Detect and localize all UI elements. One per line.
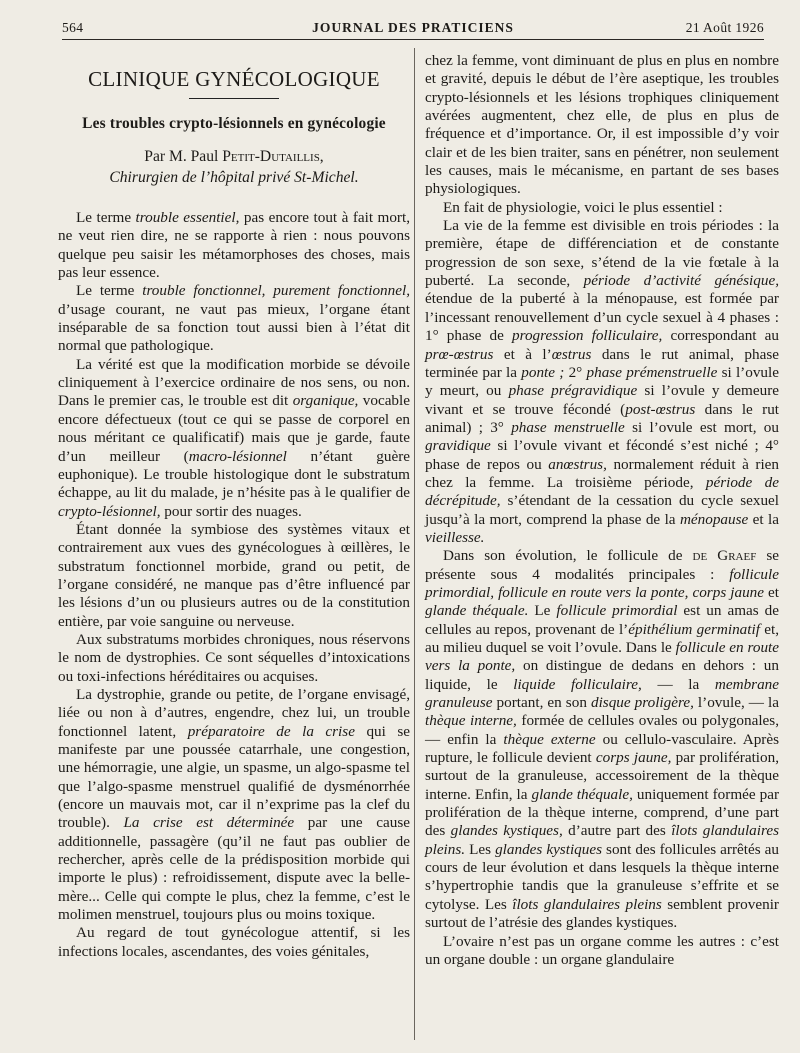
text-run: post-œstrus	[625, 400, 696, 418]
text-run: Le terme	[76, 282, 143, 300]
text-run: vocable encore défectueux (tout ce qui se passe de corporel en nous méritant ce qualificatif) mais que je garde, faute d’un meilleur (	[58, 392, 410, 465]
paragraph	[425, 199, 779, 217]
paragraph	[425, 933, 779, 970]
paragraph	[58, 924, 410, 961]
title-rule	[189, 98, 279, 99]
text-run: de Graef	[692, 547, 757, 565]
left-column	[58, 52, 410, 961]
text-run: normalement réduit à rien chez la femme. La troisième période,	[425, 455, 780, 491]
text-run: 2°	[564, 363, 587, 381]
text-run: glande théquale,	[531, 785, 633, 803]
text-run: dans le rut animal) ; 3°	[425, 400, 780, 436]
text-run: phase prémenstruelle	[586, 363, 718, 381]
text-run: et	[764, 583, 779, 601]
text-run: Le	[528, 602, 557, 620]
text-run: ménopause	[679, 510, 749, 528]
text-run: est un amas de cellules au repos, provenant de l’	[425, 602, 779, 638]
text-run: organique,	[292, 392, 359, 410]
text-run: par une cause additionnelle, passagère (qu’il ne faut pas oublier de rechercher, après celle de la prédisposition morbide qui importe le plus) : refroidissement, dispute avec la belle-mère... Celle qui compte le plus, chez la femme, c’est le molimen menstruel, toujours plus ou moins toxique.	[58, 814, 410, 924]
text-run: — la	[641, 675, 715, 693]
text-run: liquide folliculaire,	[513, 675, 642, 693]
right-column	[425, 52, 779, 969]
text-run: on distingue de dedans en dehors : un liquide, le	[425, 657, 779, 693]
text-run: follicule primordial, follicule en route vers la ponte, corps jaune	[425, 565, 779, 601]
text-run: îlots glandulaires pleins.	[425, 822, 779, 858]
page-number: 564	[62, 20, 84, 35]
text-run: Étant donnée la symbiose des systèmes vitaux et contrairement aux vues des gynécologues à œillères, le substratum fonctionnel morbide, grand ou petit, de l’organe considéré, ne manque pas d’être influencé par les lésions d’un ou plusieurs autres ou de la constitution entière, par voie sanguine ou nerveuse.	[58, 520, 410, 630]
journal-title: JOURNAL DES PRATICIENS	[312, 20, 514, 35]
text-run: trouble essentiel,	[135, 209, 240, 227]
text-run: L’ovaire n’est pas un organe comme les autres : c’est un organe double : un organe glandulaire	[425, 932, 779, 968]
header-rule	[62, 39, 764, 40]
text-run: Au regard de tout gynécologue attentif, si les infections locales, ascendantes, des voies génitales,	[58, 924, 410, 960]
text-run: si l’ovule y demeure vivant et se trouve fécondé (	[425, 382, 779, 418]
text-run: phase menstruelle	[511, 418, 625, 436]
text-run: sont des follicules arrêtés au cours de leur évolution et dans lesquels la thèque interne s’hypertrophie tandis que la granuleuse s’effrite et se cytolyse. Les	[425, 840, 780, 913]
paragraph	[425, 547, 779, 932]
text-run: étendue de la puberté à la ménopause, est formée par l’incessant renouvellement d’un cycle sexuel à 4 phases : 1° phase de	[425, 290, 779, 345]
byline	[58, 148, 410, 166]
author-name: Petit-Dutaillis,	[222, 148, 324, 166]
text-run: Dans son évolution, le follicule de	[443, 547, 693, 565]
text-run: d’autre part des	[562, 822, 672, 840]
text-run: crypto-lésionnel,	[58, 502, 161, 520]
text-run: phase prégravidique	[508, 382, 638, 400]
text-run: d’usage courant, ne vaut pas mieux, l’organe étant inséparable de sa fonction tout aussi bien à l’état dit normal que pathologique.	[58, 300, 410, 355]
text-run: dans le rut animal, phase terminée par la	[425, 345, 780, 381]
text-run: formée de cellules ovales ou polygonales, — enfin la	[425, 712, 779, 748]
text-run: œstrus	[551, 345, 592, 363]
text-run: thèque interne,	[425, 712, 517, 730]
paragraph	[425, 217, 779, 547]
text-run: gravidique	[425, 437, 491, 455]
left-body	[58, 209, 410, 961]
text-run: ponte ;	[521, 363, 565, 381]
text-run: uniquement formée par prolifération de la thèque interne, comprend, d’une part des	[425, 785, 779, 840]
paragraph	[425, 52, 779, 199]
text-run: îlots glandulaires pleins	[512, 895, 662, 913]
right-body	[425, 52, 779, 969]
text-run: macro-lésionnel	[188, 447, 287, 465]
paragraph	[58, 631, 410, 686]
paragraph	[58, 356, 410, 521]
text-run: follicule primordial	[556, 602, 678, 620]
text-run: période de décrépitude,	[425, 473, 779, 510]
text-run: follicule en route vers la ponte,	[425, 639, 779, 675]
text-run: glande théquale.	[425, 602, 529, 620]
text-run: progression folliculaire,	[512, 327, 663, 345]
article-title: Les troubles crypto-lésionnels en gynécologie	[82, 115, 386, 132]
text-run: membrane granuleuse	[425, 675, 779, 712]
text-run: si l’ovule y meurt, ou	[425, 363, 779, 400]
text-run: pour sortir des nuages.	[160, 502, 302, 520]
text-run: prœ-œstrus	[425, 345, 494, 363]
text-run: glandes kystiques,	[450, 822, 563, 840]
text-run: l’ovule, — la	[693, 694, 779, 712]
text-run: Le terme	[76, 209, 136, 227]
text-run: n’étant guère euphonique). Le trouble histologique dont le substratum échappe, au lit du malade, je n’hésite pas à le qualifier de	[58, 447, 410, 502]
text-run: thèque externe	[503, 730, 596, 748]
text-run: par prolifération, surtout de la granuleuse, accessoirement de la thèque interne. Enfin, la	[425, 749, 779, 803]
text-run: La crise est déterminée	[123, 814, 295, 832]
text-run: et la	[748, 510, 780, 528]
text-run: semblent provenir surtout de l’atrésie des glandes kystiques.	[425, 895, 779, 932]
paragraph	[58, 521, 410, 631]
text-run: En fait de physiologie, voici le plus essentiel :	[443, 198, 723, 216]
column-divider	[414, 48, 415, 1040]
text-run: corps jaune,	[595, 749, 672, 767]
paragraph	[58, 282, 410, 355]
text-run: portant, en son	[492, 694, 591, 712]
issue-date: 21 Août 1926	[685, 20, 764, 35]
text-run: glandes kystiques	[495, 840, 603, 858]
text-run: ou cellulo-vasculaire. Après rupture, le follicule devient	[425, 730, 779, 767]
text-run: vieillesse.	[425, 528, 485, 546]
author-affiliation: Chirurgien de l’hôpital privé St-Michel.	[109, 168, 359, 186]
text-run: Les	[465, 840, 496, 858]
text-run: et, au milieu duquel se voit l’ovule. Dans le	[425, 620, 779, 656]
text-run: La vérité est que la modification morbide se dévoile cliniquement à l’exercice ordinaire de nos sens, ou non. Dans le premier cas, le trouble est dit	[58, 355, 410, 410]
text-run: anœstrus,	[548, 455, 607, 473]
text-run: La dystrophie, grande ou petite, de l’organe envisagé, liée ou non à d’autres, engendre, chez lui, un trouble fonctionnel latent,	[58, 685, 410, 740]
text-run: période d’activité génésique,	[583, 272, 779, 290]
text-run: qui se manifeste par une poussée catarrhale, une congestion, une hémorragie, une algie, un spasme, un algo-spasme tel que l’algo-spasme menstruel qualifié de dysménorrhée (encore un mauvais mot, car il n’exprime pas la clef du trouble).	[58, 722, 410, 832]
text-run: se présente sous 4 modalités principales :	[425, 547, 779, 583]
text-run: correspondant au	[662, 327, 779, 345]
text-run: La vie de la femme est divisible en trois périodes : la première, étape de différenciation et de constante progression de son sexe, s’étend de la vie fœtale à la puberté. La seconde,	[425, 217, 779, 290]
text-run: préparatoire de la crise	[187, 722, 355, 740]
text-run: chez la femme, vont diminuant de plus en plus en nombre et gravité, depuis le début de l’ère aseptique, les troubles crypto-lésionnels et les lésions trophiques cliniquement avérées augmentent, chez elle, de plus en plus de fréquence et d’importance. Or, il est impossible d’y voir clair et de les bien traiter, sans en pénétrer, non seulement les causes, mais le mécanisme, en partant de ses bases physiologiques.	[425, 52, 779, 198]
text-run: disque proligère,	[590, 694, 694, 712]
text-run: trouble fonctionnel, purement fonctionnel,	[142, 282, 411, 300]
text-run: épithélium germinatif	[628, 620, 760, 638]
text-run: et à l’	[493, 345, 552, 363]
text-run: Aux substratums morbides chroniques, nous réservons le nom de dystrophies. Ce sont séquelles d’intoxications ou toxi-infections héréditaires ou acquises.	[58, 630, 410, 685]
text-run: s’étendant de la cessation du cycle sexuel jusqu’à la mort, comprend la phase de la	[425, 492, 779, 528]
paragraph	[58, 686, 410, 924]
author-prefix: Par M. Paul	[144, 148, 223, 166]
text-run: si l’ovule vivant et fécondé s’est niché ; 4° phase de repos ou	[425, 437, 779, 473]
section-title: CLINIQUE GYNÉCOLOGIQUE	[88, 67, 380, 91]
text-run: si l’ovule est mort, ou	[624, 418, 779, 436]
paragraph	[58, 209, 410, 282]
text-run: pas encore tout à fait mort, ne veut rien dire, ne se rapporte à rien : nous pouvons quelque peu saisir les métamorphoses des choses, mais pas leur essence.	[58, 209, 410, 282]
